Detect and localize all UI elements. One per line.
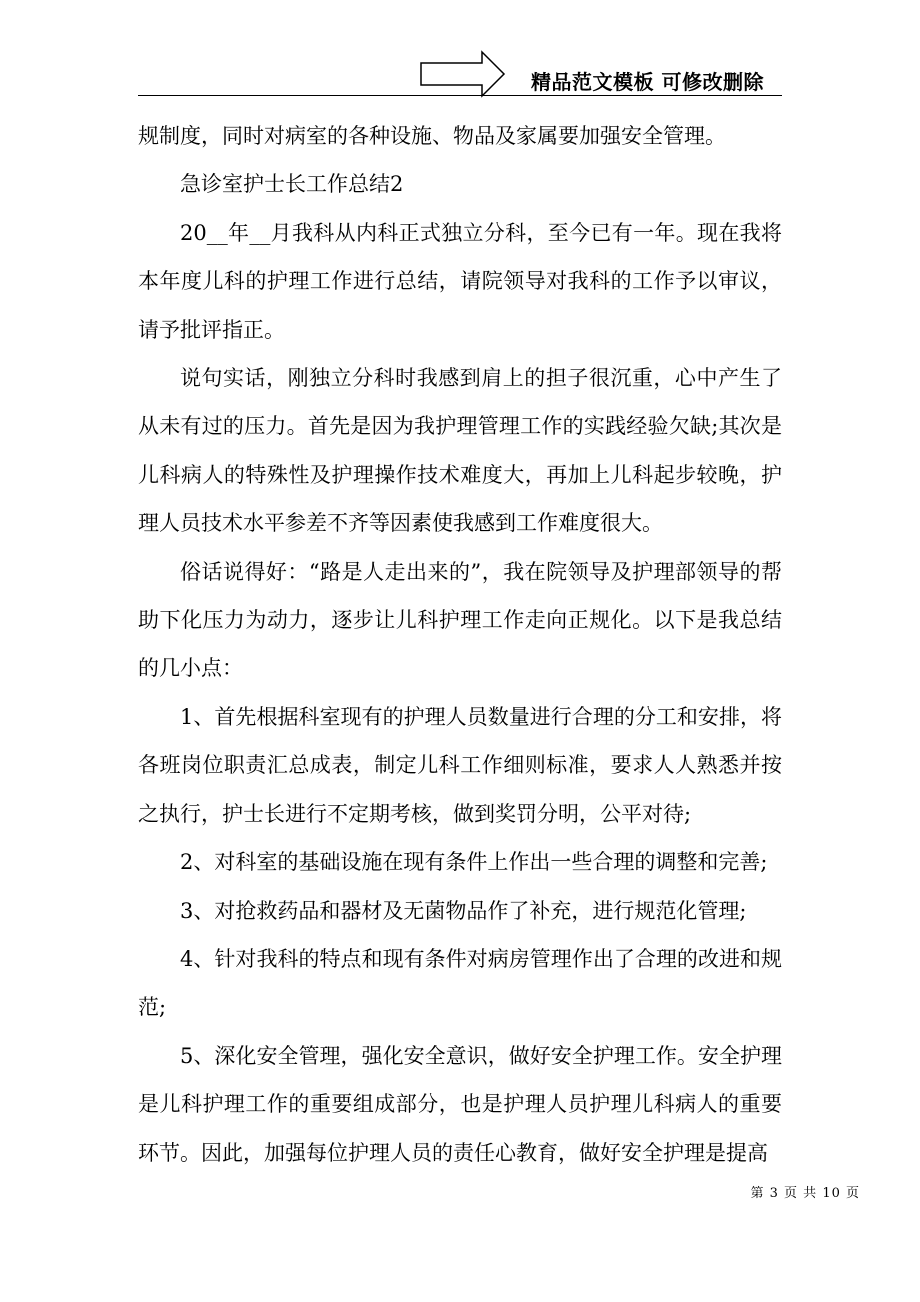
paragraph: 2、对科室的基础设施在现有条件上作出一些合理的调整和完善;: [180, 850, 768, 875]
paragraph: 规制度，同时对病室的各种设施、物品及家属要加强安全管理。: [138, 124, 726, 148]
header-title: 精品范文模板 可修改删除: [531, 70, 764, 94]
paragraph: 20__年__月我科从内科正式独立分科，至今已有一年。现在我将本年度儿科的护理工作进行总结，请院领导对我科的工作予以审议，请予批评指正。: [138, 220, 782, 342]
section-heading: 急诊室护士长工作总结2: [180, 172, 404, 197]
page-number: 第 3 页 共 10 页: [750, 1186, 860, 1201]
paragraph: 俗话说得好：“路是人走出来的”，我在院领导及护理部领导的帮助下化压力为动力，逐步让儿科护理工作走向正规化。以下是我总结的几小点：: [138, 559, 782, 681]
right-arrow-icon: [420, 50, 506, 98]
document-body: [138, 112, 782, 1177]
header-divider: [138, 95, 782, 96]
paragraph: 1、首先根据科室现有的护理人员数量进行合理的分工和安排，将各班岗位职责汇总成表，制定儿科工作细则标准，要求人人熟悉并按之执行，护士长进行不定期考核，做到奖罚分明，公平对待;: [138, 704, 782, 826]
page-header: [0, 0, 920, 100]
paragraph: 5、深化安全管理，强化安全意识，做好安全护理工作。安全护理是儿科护理工作的重要组成部分，也是护理人员护理儿科病人的重要环节。因此，加强每位护理人员的责任心教育，做好安全护理是提高: [138, 1043, 782, 1165]
paragraph: 4、针对我科的特点和现有条件对病房管理作出了合理的改进和规范;: [138, 946, 782, 1020]
paragraph: 3、对抢救药品和器材及无菌物品作了补充，进行规范化管理;: [180, 898, 747, 923]
paragraph: 说句实话，刚独立分科时我感到肩上的担子很沉重，心中产生了从未有过的压力。首先是因为我护理管理工作的实践经验欠缺;其次是儿科病人的特殊性及护理操作技术难度大，再加上儿科起步较晚，护理人员技术水平参差不齐等因素使我感到工作难度很大。: [138, 366, 782, 536]
